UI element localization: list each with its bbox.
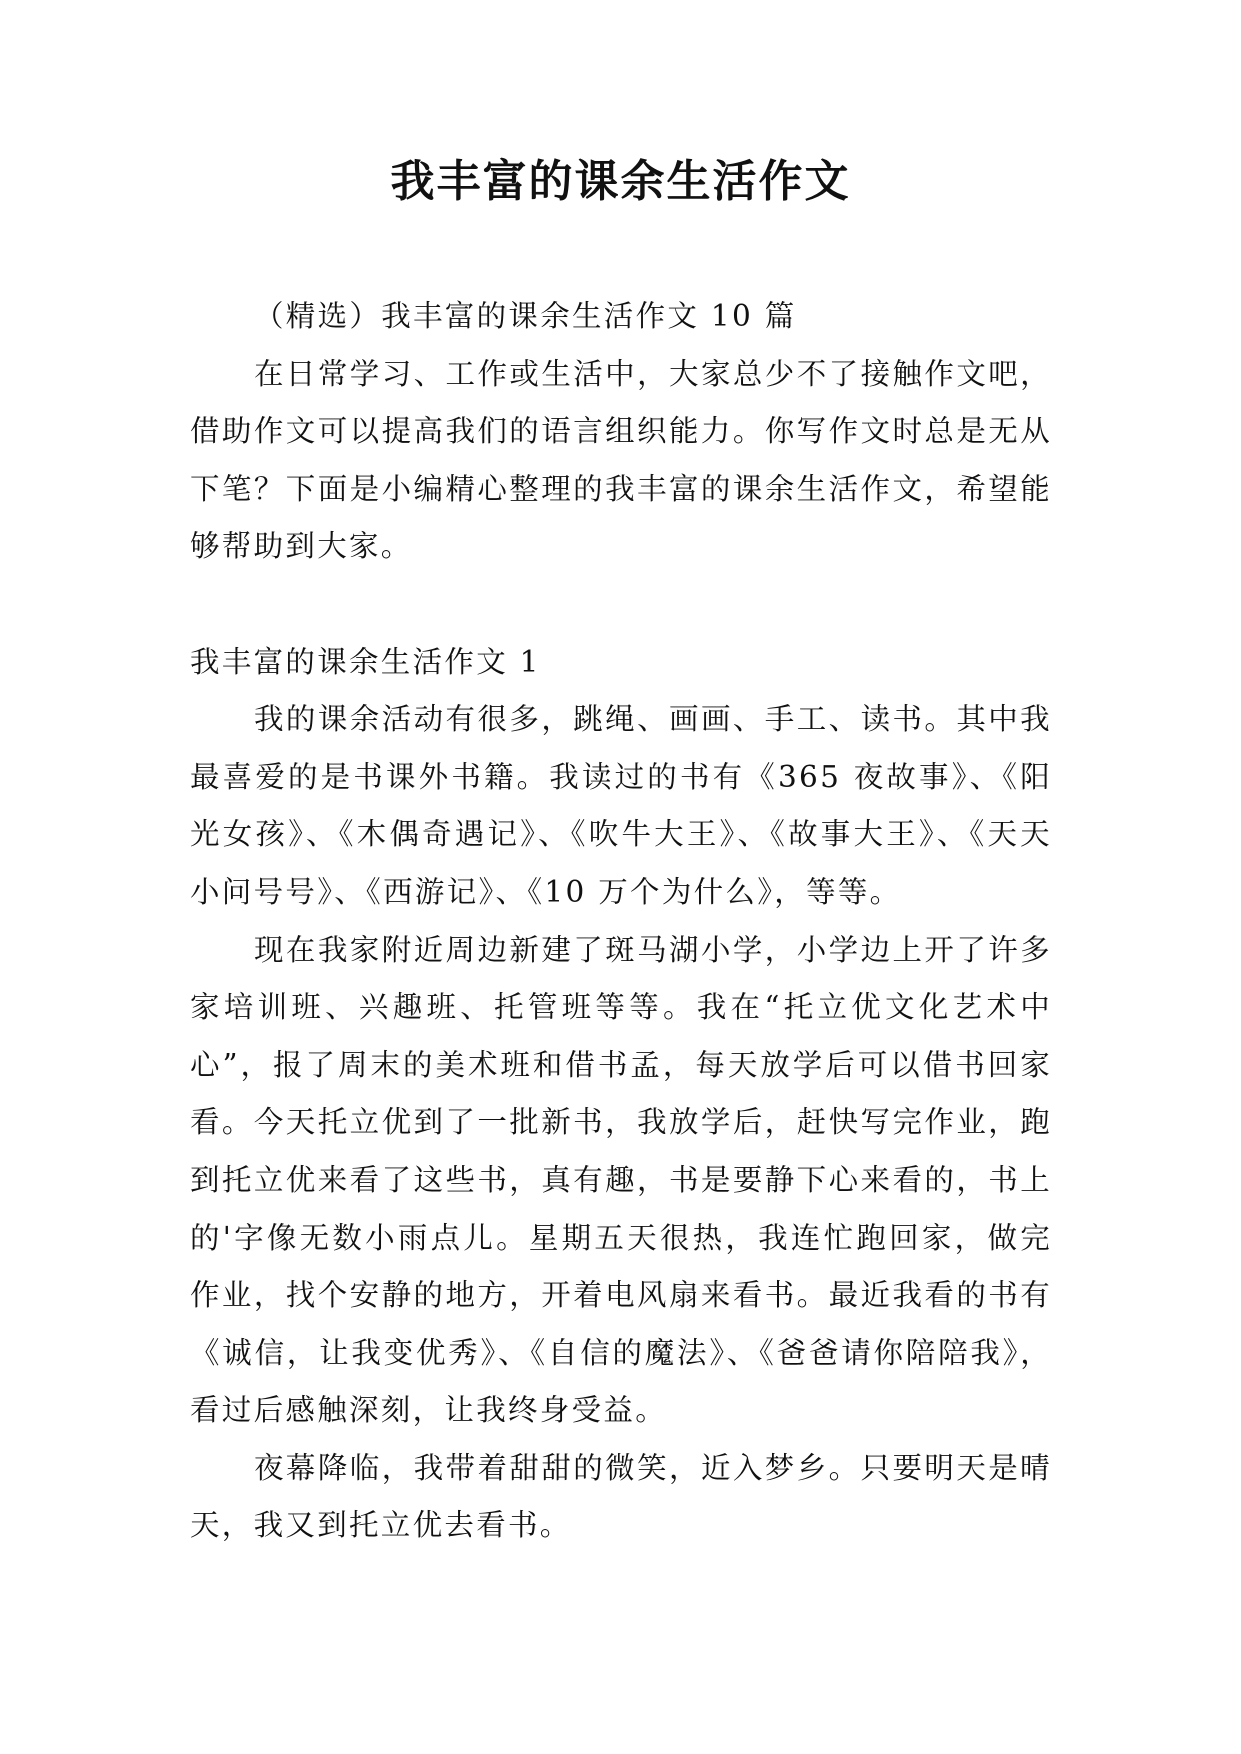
body-paragraph: 夜幕降临，我带着甜甜的微笑，近入梦乡。只要明天是晴天，我又到托立优去看书。 — [190, 1450, 1052, 1543]
document-body — [190, 288, 1052, 1555]
intro-paragraph: 在日常学习、工作或生活中，大家总少不了接触作文吧，借助作文可以提高我们的语言组织能力。你写作文时总是无从下笔？下面是小编精心整理的我丰富的课余生活作文，希望能够帮助到大家。 — [190, 356, 1052, 564]
section-heading: 我丰富的课余生活作文 1 — [190, 644, 541, 679]
body-paragraph: 我的课余活动有很多，跳绳、画画、手工、读书。其中我最喜爱的是书课外书籍。我读过的书有《365 夜故事》、《阳光女孩》、《木偶奇遇记》、《吹牛大王》、《故事大王》、《天天小问号号》、《西游记》、《10 万个为什么》，等等。 — [190, 702, 1052, 909]
document-title: 我丰富的课余生活作文 — [390, 156, 851, 207]
body-paragraph: 现在我家附近周边新建了斑马湖小学，小学边上开了许多家培训班、兴趣班、托管班等等。我在“托立优文化艺术中心”，报了周末的美术班和借书孟，每天放学后可以借书回家看。今天托立优到了一批新书，我放学后，赶快写完作业，跑到托立优来看了这些书，真有趣，书是要静下心来看的，书上的'字像无数小雨点儿。星期五天很热，我连忙跑回家，做完作业，找个安静的地方，开着电风扇来看书。最近我看的书有《诚信，让我变优秀》、《自信的魔法》、《爸爸请你陪陪我》，看过后感触深刻，让我终身受益。 — [190, 932, 1052, 1428]
document-subtitle: （精选）我丰富的课余生活作文 10 篇 — [254, 299, 797, 333]
